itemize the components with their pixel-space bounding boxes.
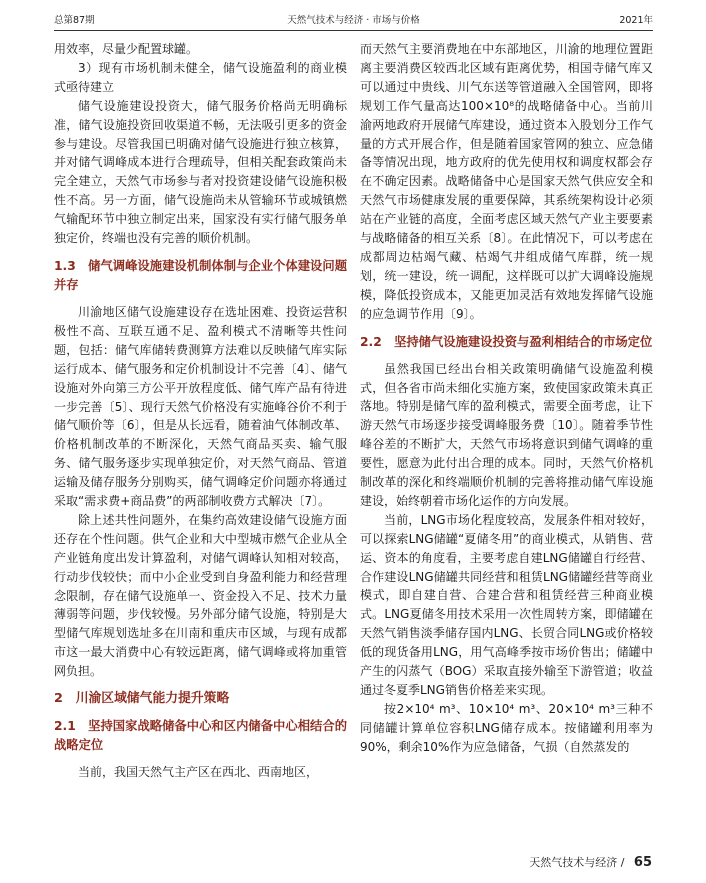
running-footer: [529, 854, 652, 870]
publication-year: 2021年: [619, 15, 653, 26]
section-heading-2: 2 川渝区域储气能力提升策略: [54, 691, 230, 707]
paragraph: 而天然气主要消费地在中东部地区，川渝的地理位置距离主要消费区较西北区域有距离优势，相国寺储气库又可以通过中贵线、川气东送等管道融入全国管网，即将规划工作气量高达100×10⁸的战略储备中心。当前川渝两地政府开展储气库建设，通过资本入股划分工作气量的方式开展合作，但是随着国家管网的独立、应急储备等情况出现，地方政府的优先使用权和调度权都会存在不确定因素。战略储备中心是国家天然气供应安全和天然气市场健康发展的重要保障，其系统架构设计必须站在产业链的高度，全面考虑区域天然气产业主要要素与战略储备的相互关系〔8〕。在此情况下，可以考虑在成都周边枯竭气藏、枯竭气井组成储气库群，统一规划，统一建设，统一调配，这样既可以扩大调峰设施规模，降低投资成本，又能更加灵活有效地发挥储气设施的应急调节作用〔9〕。: [360, 42, 653, 321]
footer-journal-name: 天然气技术与经济 /: [529, 856, 625, 869]
section-heading-2-1: 2.1 坚持国家战略储备中心和区内储备中心相结合的战略定位: [54, 719, 347, 753]
page-number: 65: [633, 855, 652, 870]
paragraph: 用效率，尽量少配置球罐。: [54, 42, 199, 56]
paragraph: 除上述共性问题外，在集约高效建设储气设施方面还存在个性问题。供气企业和大中型城市燃气企业从全产业链角度出发计算盈利，对储气调峰认知相对较高，行动步伐较快；而中小企业受到自身盈利能力和经营理念限制，存在储气设施单一、资金投入不足、技术力量薄弱等问题，步伐较慢。另外部分储气设施，特别是大型储气库规划选址多在川南和重庆市区域，与现有成都市这一最大消费中心有较远距离，储气调峰或将加重管网负担。: [54, 512, 347, 679]
right-column: [360, 40, 653, 757]
paragraph: 川渝地区储气设施建设存在选址困难、投资运营积极性不高、互联互通不足、盈利模式不清晰等共性问题，包括：储气库储转费测算方法难以反映储气库实际运行成本、储气服务和定价机制设计不完善〔4〕、储气设施对外向第三方公平开放程度低、储气库产品有待进一步完善〔5〕、现行天然气价格没有实施峰谷价不利于储气顺价等〔6〕，但是从长远看，随着油气体制改革、价格机制改革的不断深化，天然气商品买卖、输气服务、储气服务逐步实现单独定价，对天然气商品、管道运输及储存服务分别购买，储气调峰定价问题亦将通过采取“需求费+商品费”的两部制收费方式解决〔7〕。: [54, 304, 347, 509]
running-header: [54, 10, 653, 28]
section-heading-2-2: 2.2 坚持储气设施建设投资与盈利相结合的市场定位: [360, 334, 653, 349]
header-divider: [54, 30, 653, 31]
paragraph: 当前，我国天然气主产区在西北、西南地区，: [78, 765, 319, 780]
paragraph: 按2×10⁴ m³、10×10⁴ m³、20×10⁴ m³三种不同储罐计算单位容积LNG储存成本。按储罐利用率为90%，剩余10%作为应急储备，气损（自然蒸发的: [360, 701, 653, 754]
left-column: [54, 40, 347, 782]
paragraph: 当前，LNG市场化程度较高，发展条件相对较好，可以探索LNG储罐“夏储冬用”的商业模式，从销售、营运、资本的角度看，主要考虑自建LNG储罐自行经营、合作建设LNG储罐共同经营和租赁LNG储罐经营等商业模式，即自建自营、合建合营和租赁经营三种商业模式。LNG夏储冬用技术采用一次性周转方案，即储罐在天然气销售淡季储存国内LNG、长贸合同LNG或价格较低的现货备用LNG，用气高峰季按市场价售出；储罐中产生的闪蒸气（BOG）采取直接外输至下游管道；收益通过冬夏季LNG销售价格差来实现。: [360, 512, 653, 697]
section-heading-1-3: 1.3 储气调峰设施建设机制体制与企业个体建设问题并存: [54, 258, 347, 292]
paragraph: 虽然我国已经出台相关政策明确储气设施盈利模式，但各省市尚未细化实施方案，致使国家政策未真正落地。特别是储气库的盈利模式，需要全面考虑，让下游天然气市场逐步接受调峰服务费〔10〕。随着季节性峰谷差的不断扩大，天然气市场将意识到储气调峰的重要性，愿意为此付出合理的成本。同时，天然气价格机制改革的深化和终端顺价机制的完善将推动储气库设施建设，始终朝着市场化运作的方向发展。: [360, 361, 653, 508]
subheading-3: 3）现有市场机制未健全，储气设施盈利的商业模式亟待建立: [54, 60, 347, 94]
journal-section-title: 天然气技术与经济 · 市场与价格: [287, 15, 420, 26]
issue-number: 总第87期: [54, 15, 95, 26]
paragraph: 储气设施建设投资大，储气服务价格尚无明确标准，储气设施投资回收渠道不畅，无法吸引更多的资金参与建设。尽管我国已明确对储气设施进行独立核算，并对储气调峰成本进行合理疏导，但相关配套政策尚未完全建立，天然气市场参与者对投资建设储气设施积极性不高。另一方面，储气设施尚未从管输环节或城镇燃气输配环节中独立制定出来，国家没有实行储气服务单独定价，终端也没有完善的顺价机制。: [54, 98, 347, 246]
